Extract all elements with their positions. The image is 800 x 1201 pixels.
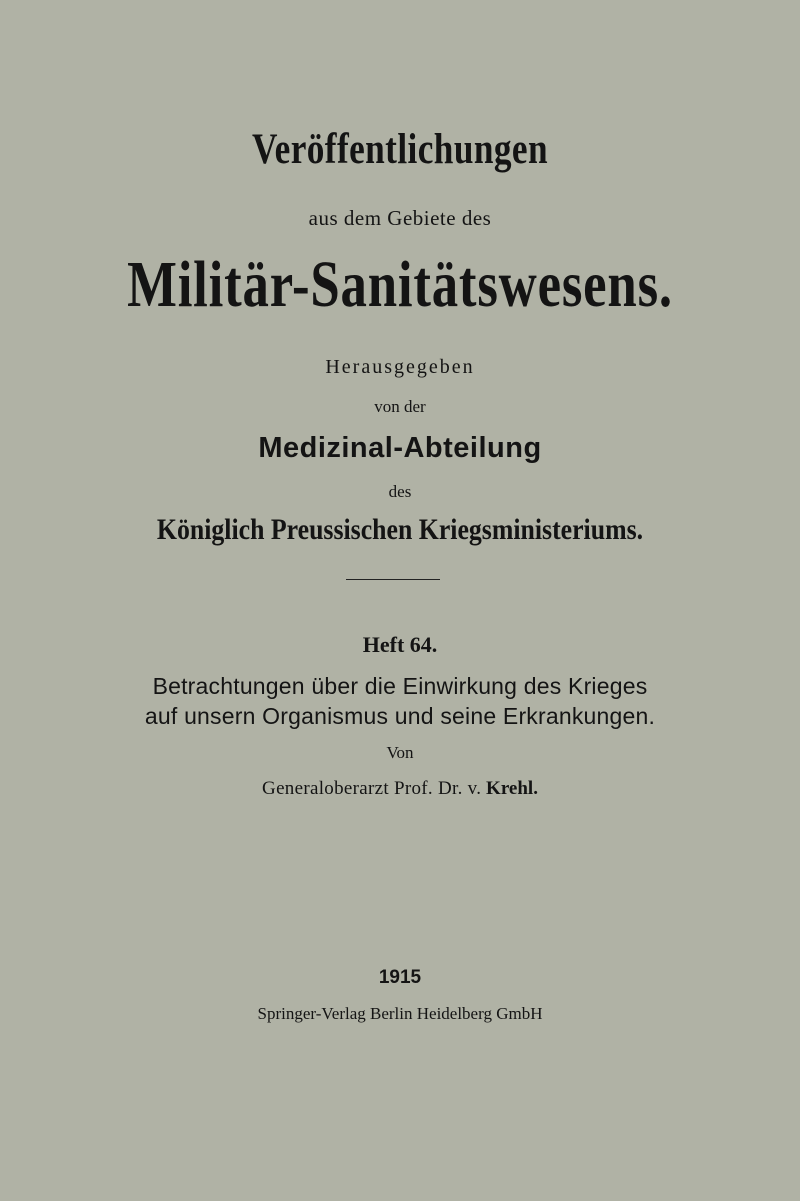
divider-rule bbox=[346, 579, 440, 580]
von-der-label: von der bbox=[374, 397, 426, 416]
issue-number: Heft 64. bbox=[362, 632, 438, 657]
department-name: Medizinal-Abteilung bbox=[258, 432, 542, 464]
author-title: Generaloberarzt Prof. Dr. v. bbox=[262, 778, 482, 799]
publication-year: 1915 bbox=[378, 967, 422, 988]
ministry-name: Königlich Preussischen Kriegsministeriums. bbox=[156, 513, 644, 546]
author-surname: Krehl. bbox=[486, 778, 538, 799]
series-title: Veröffentlichungen bbox=[252, 126, 548, 173]
by-label: Von bbox=[386, 743, 414, 762]
publisher-line: Springer-Verlag Berlin Heidelberg GmbH bbox=[257, 1004, 543, 1023]
edited-by-label: Herausgegeben bbox=[325, 356, 475, 378]
work-title-line-1: Betrachtungen über die Einwirkung des Krieges bbox=[152, 673, 648, 699]
series-subtitle: aus dem Gebiete des bbox=[308, 206, 492, 230]
des-label: des bbox=[388, 482, 412, 501]
author-line bbox=[0, 779, 800, 798]
work-title-line-2: auf unsern Organismus und seine Erkrankungen. bbox=[144, 703, 656, 729]
series-main-title: Militär-Sanitätswesens. bbox=[127, 248, 673, 321]
